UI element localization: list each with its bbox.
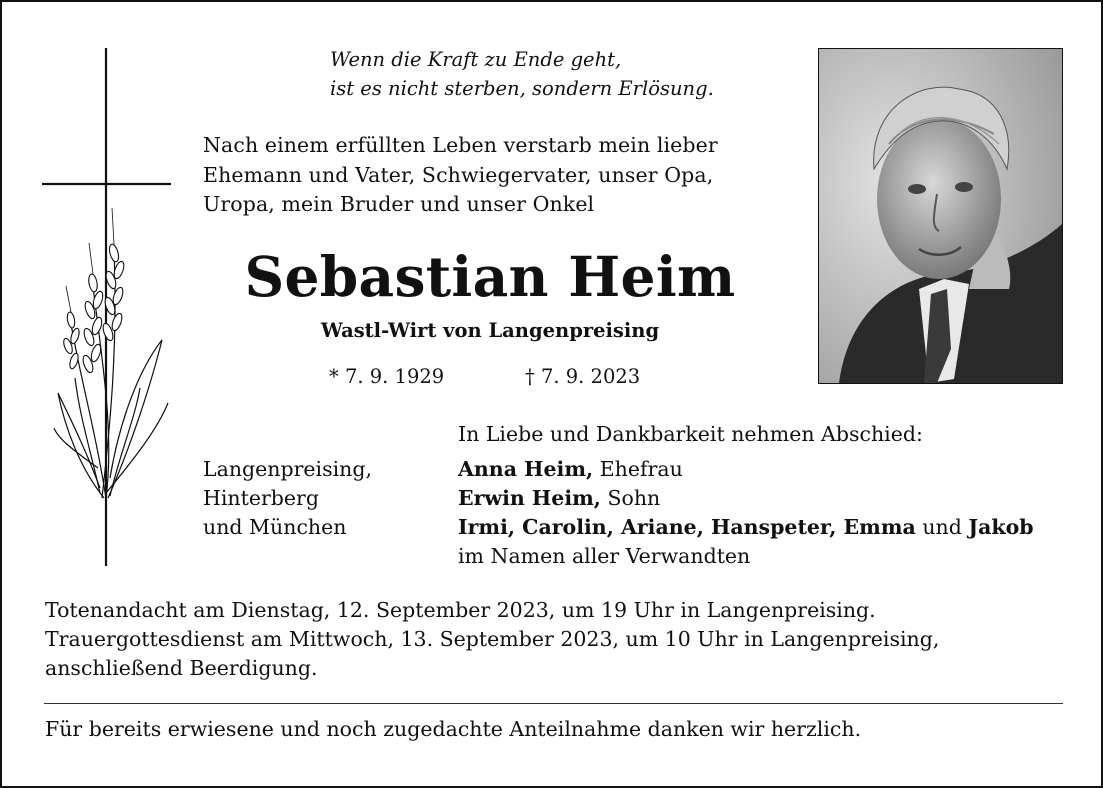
intro-line-2: Ehemann und Vater, Schwiegervater, unser Opa, [203,162,714,187]
farewell-heading: In Liebe und Dankbarkeit nehmen Abschied: [458,422,923,446]
places-list [203,455,372,542]
service-line-3: anschließend Beerdigung. [45,656,318,680]
service-info [45,596,939,683]
divider [44,703,1063,704]
quote [330,45,714,103]
mourner-2-role: Sohn [607,486,661,510]
mourner-1-role: Ehefrau [599,457,683,481]
quote-line-1: Wenn die Kraft zu Ende geht, [330,48,622,71]
place-2: Hinterberg [203,486,319,510]
place-1: Langenpreising, [203,457,373,481]
quote-line-2: ist es nicht sterben, sondern Erlösung. [330,77,714,100]
intro-line-1: Nach einem erfüllten Leben verstarb mein lieber [203,133,718,157]
mourners-list [458,455,1034,571]
last-grandchild: Jakob [968,515,1034,539]
grandchildren-names: Irmi, Carolin, Ariane, Hanspeter, Emma [458,515,916,539]
mourner-1-name: Anna Heim, [458,457,594,481]
mourner-2-name: Erwin Heim, [458,486,601,510]
intro-text [203,131,718,220]
thanks-text: Für bereits erwiesene und noch zugedachte Anteilnahme danken wir herzlich. [45,717,862,741]
relatives-line: im Namen aller Verwandten [458,544,751,568]
intro-line-3: Uropa, mein Bruder und unser Onkel [203,192,595,216]
death-date: † 7. 9. 2023 [525,365,641,388]
service-line-2: Trauergottesdienst am Mittwoch, 13. September 2023, um 10 Uhr in Langenpreising, [45,627,940,651]
portrait-photo [818,48,1063,384]
deceased-nickname: Wastl-Wirt von Langenpreising [320,319,660,342]
mourner-1 [458,455,1034,484]
service-line-1: Totenandacht am Dienstag, 12. September 2023, um 19 Uhr in Langenpreising. [45,598,876,622]
birth-date: * 7. 9. 1929 [329,365,445,388]
deceased-name: Sebastian Heim [244,244,736,309]
cross-with-wheat-icon [40,48,175,568]
grandchildren [458,513,1034,542]
and-word: und [922,515,962,539]
place-3: und München [203,515,347,539]
mourner-2 [458,484,1034,513]
